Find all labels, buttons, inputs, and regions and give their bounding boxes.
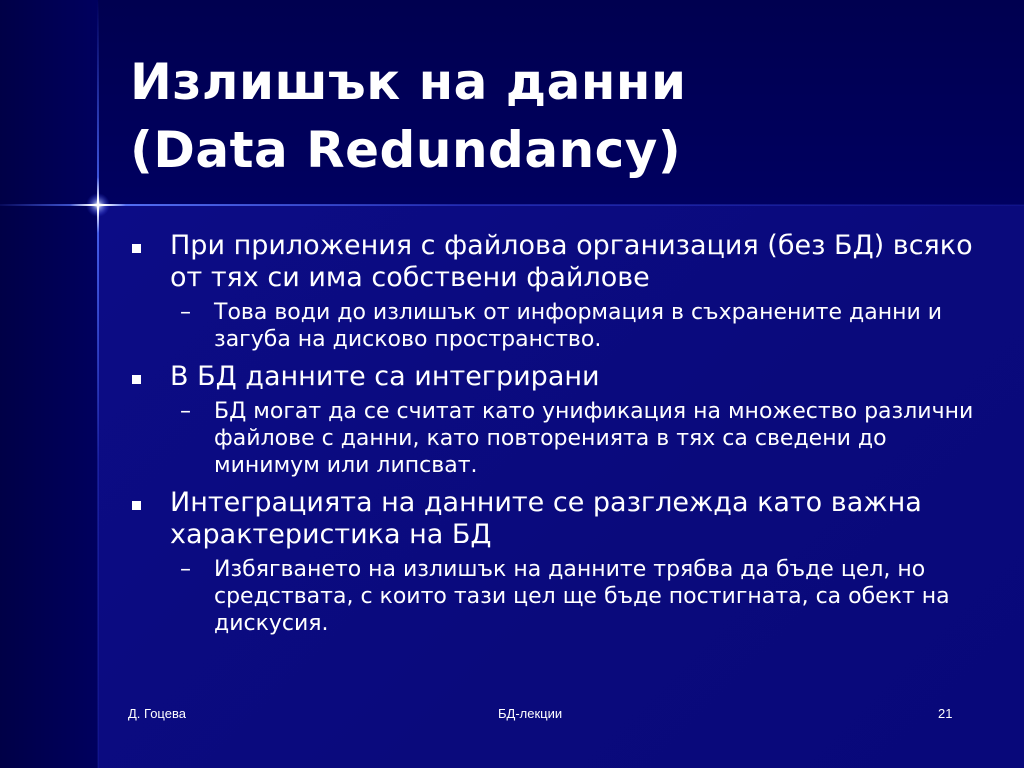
sub-bullet-item-1 bbox=[128, 299, 988, 353]
square-bullet-icon bbox=[132, 501, 141, 510]
bullet-item-3 bbox=[128, 487, 988, 551]
bullet-item-1 bbox=[128, 230, 988, 294]
vertical-accent-line bbox=[97, 0, 99, 768]
footer-course: БД-лекции bbox=[498, 706, 563, 721]
slide-title bbox=[130, 48, 687, 184]
horizontal-accent-line bbox=[0, 204, 1024, 206]
sub-bullet-item-3 bbox=[128, 556, 988, 637]
title-line-2: (Data Redundancy) bbox=[130, 121, 682, 179]
dash-marker: – bbox=[180, 557, 191, 582]
footer-page-number: 21 bbox=[938, 706, 953, 721]
sub-bullet-text: Избягването на излишък на данните трябва да бъде цел, но средствата, с които тази цел ще бъде постигната, са обект на дискусия. bbox=[214, 557, 950, 636]
dash-marker: – bbox=[180, 399, 191, 424]
bullet-list bbox=[128, 222, 988, 637]
bullet-text: Интеграцията на данните се разглежда като важна характеристика на БД bbox=[170, 487, 922, 550]
dash-marker: – bbox=[180, 300, 191, 325]
left-panel bbox=[0, 0, 98, 768]
sub-bullet-item-2 bbox=[128, 398, 988, 479]
bullet-text: В БД данните са интегрирани bbox=[170, 361, 600, 392]
bullet-item-2 bbox=[128, 361, 988, 393]
square-bullet-icon bbox=[132, 375, 141, 384]
bullet-text: При приложения с файлова организация (без БД) всяко от тях си има собствени файлове bbox=[170, 230, 973, 293]
sub-bullet-text: Това води до излишък от информация в съхранените данни и загуба на дисково пространство. bbox=[214, 300, 943, 352]
square-bullet-icon bbox=[132, 244, 141, 253]
footer-author: Д. Гоцева bbox=[128, 706, 186, 721]
sub-bullet-text: БД могат да се считат като унификация на множество различни файлове с данни, като повторенията в тях са сведени до минимум или липсват. bbox=[214, 399, 974, 478]
title-line-1: Излишък на данни bbox=[130, 53, 687, 111]
sparkle-icon bbox=[68, 175, 128, 235]
